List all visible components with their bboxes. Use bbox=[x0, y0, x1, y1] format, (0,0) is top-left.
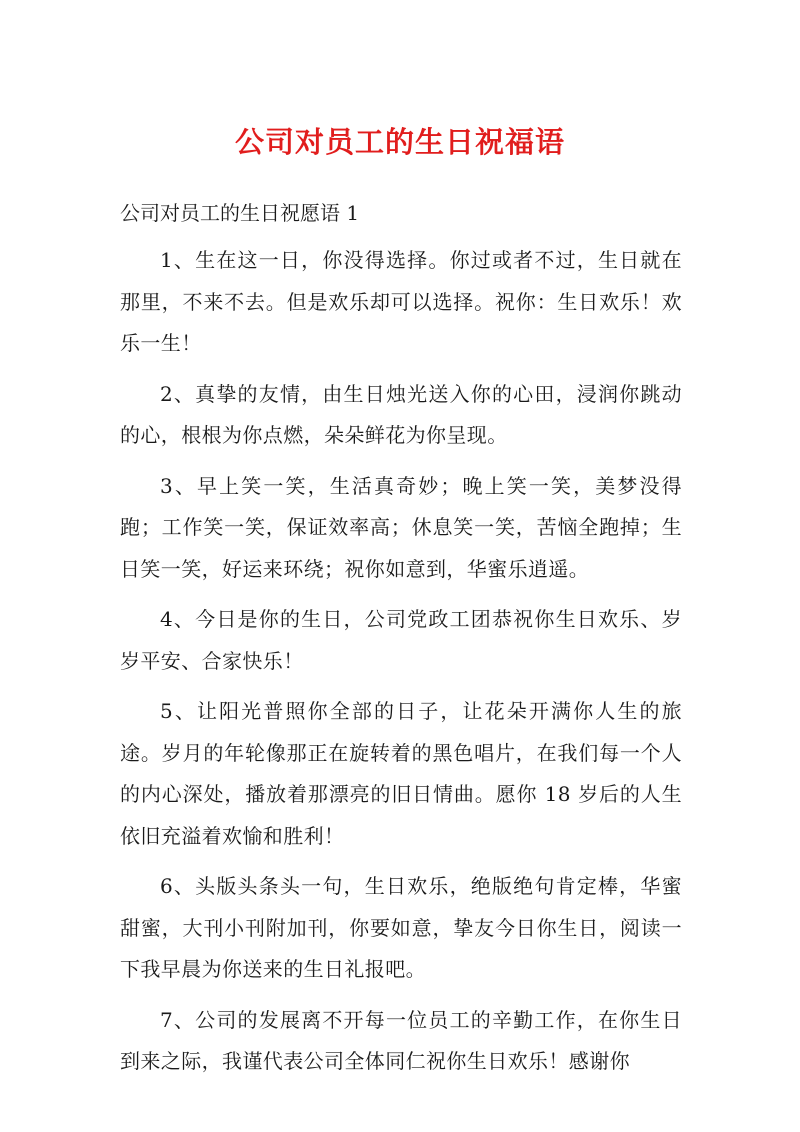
paragraph-6: 6、头版头条头一句，生日欢乐，绝版绝句肯定棒，华蜜甜蜜，大刊小刊附加刊，你要如意，挚友今日你生日，阅读一下我早晨为你送来的生日礼报吧。 bbox=[120, 874, 682, 981]
paragraph-4: 4、今日是你的生日，公司党政工团恭祝你生日欢乐、岁岁平安、合家快乐！ bbox=[120, 607, 682, 673]
document-body bbox=[120, 240, 682, 1092]
paragraph-3: 3、早上笑一笑，生活真奇妙；晚上笑一笑，美梦没得跑；工作笑一笑，保证效率高；休息笑一笑，苦恼全跑掉；生日笑一笑，好运来环绕；祝你如意到，华蜜乐逍遥。 bbox=[120, 473, 682, 581]
paragraph-2: 2、真挚的友情，由生日烛光送入你的心田，浸润你跳动的心，根根为你点燃，朵朵鲜花为你呈现。 bbox=[120, 381, 682, 447]
paragraph-5: 5、让阳光普照你全部的日子，让花朵开满你人生的旅途。岁月的年轮像那正在旋转着的黑色唱片，在我们每一个人的内心深处，播放着那漂亮的旧日情曲。愿你 18 岁后的人生依旧充溢着欢愉和胜利！ bbox=[120, 699, 682, 848]
paragraph-1: 1、生在这一日，你没得选择。你过或者不过，生日就在那里，不来不去。但是欢乐却可以选择。祝你：生日欢乐！欢乐一生！ bbox=[120, 248, 682, 355]
paragraph-7: 7、公司的发展离不开每一位员工的辛勤工作，在你生日到来之际，我谨代表公司全体同仁祝你生日欢乐！感谢你 bbox=[120, 1007, 682, 1073]
document-title: 公司对员工的生日祝福语 bbox=[234, 125, 565, 159]
section-heading: 公司对员工的生日祝愿语 1 bbox=[120, 201, 360, 225]
